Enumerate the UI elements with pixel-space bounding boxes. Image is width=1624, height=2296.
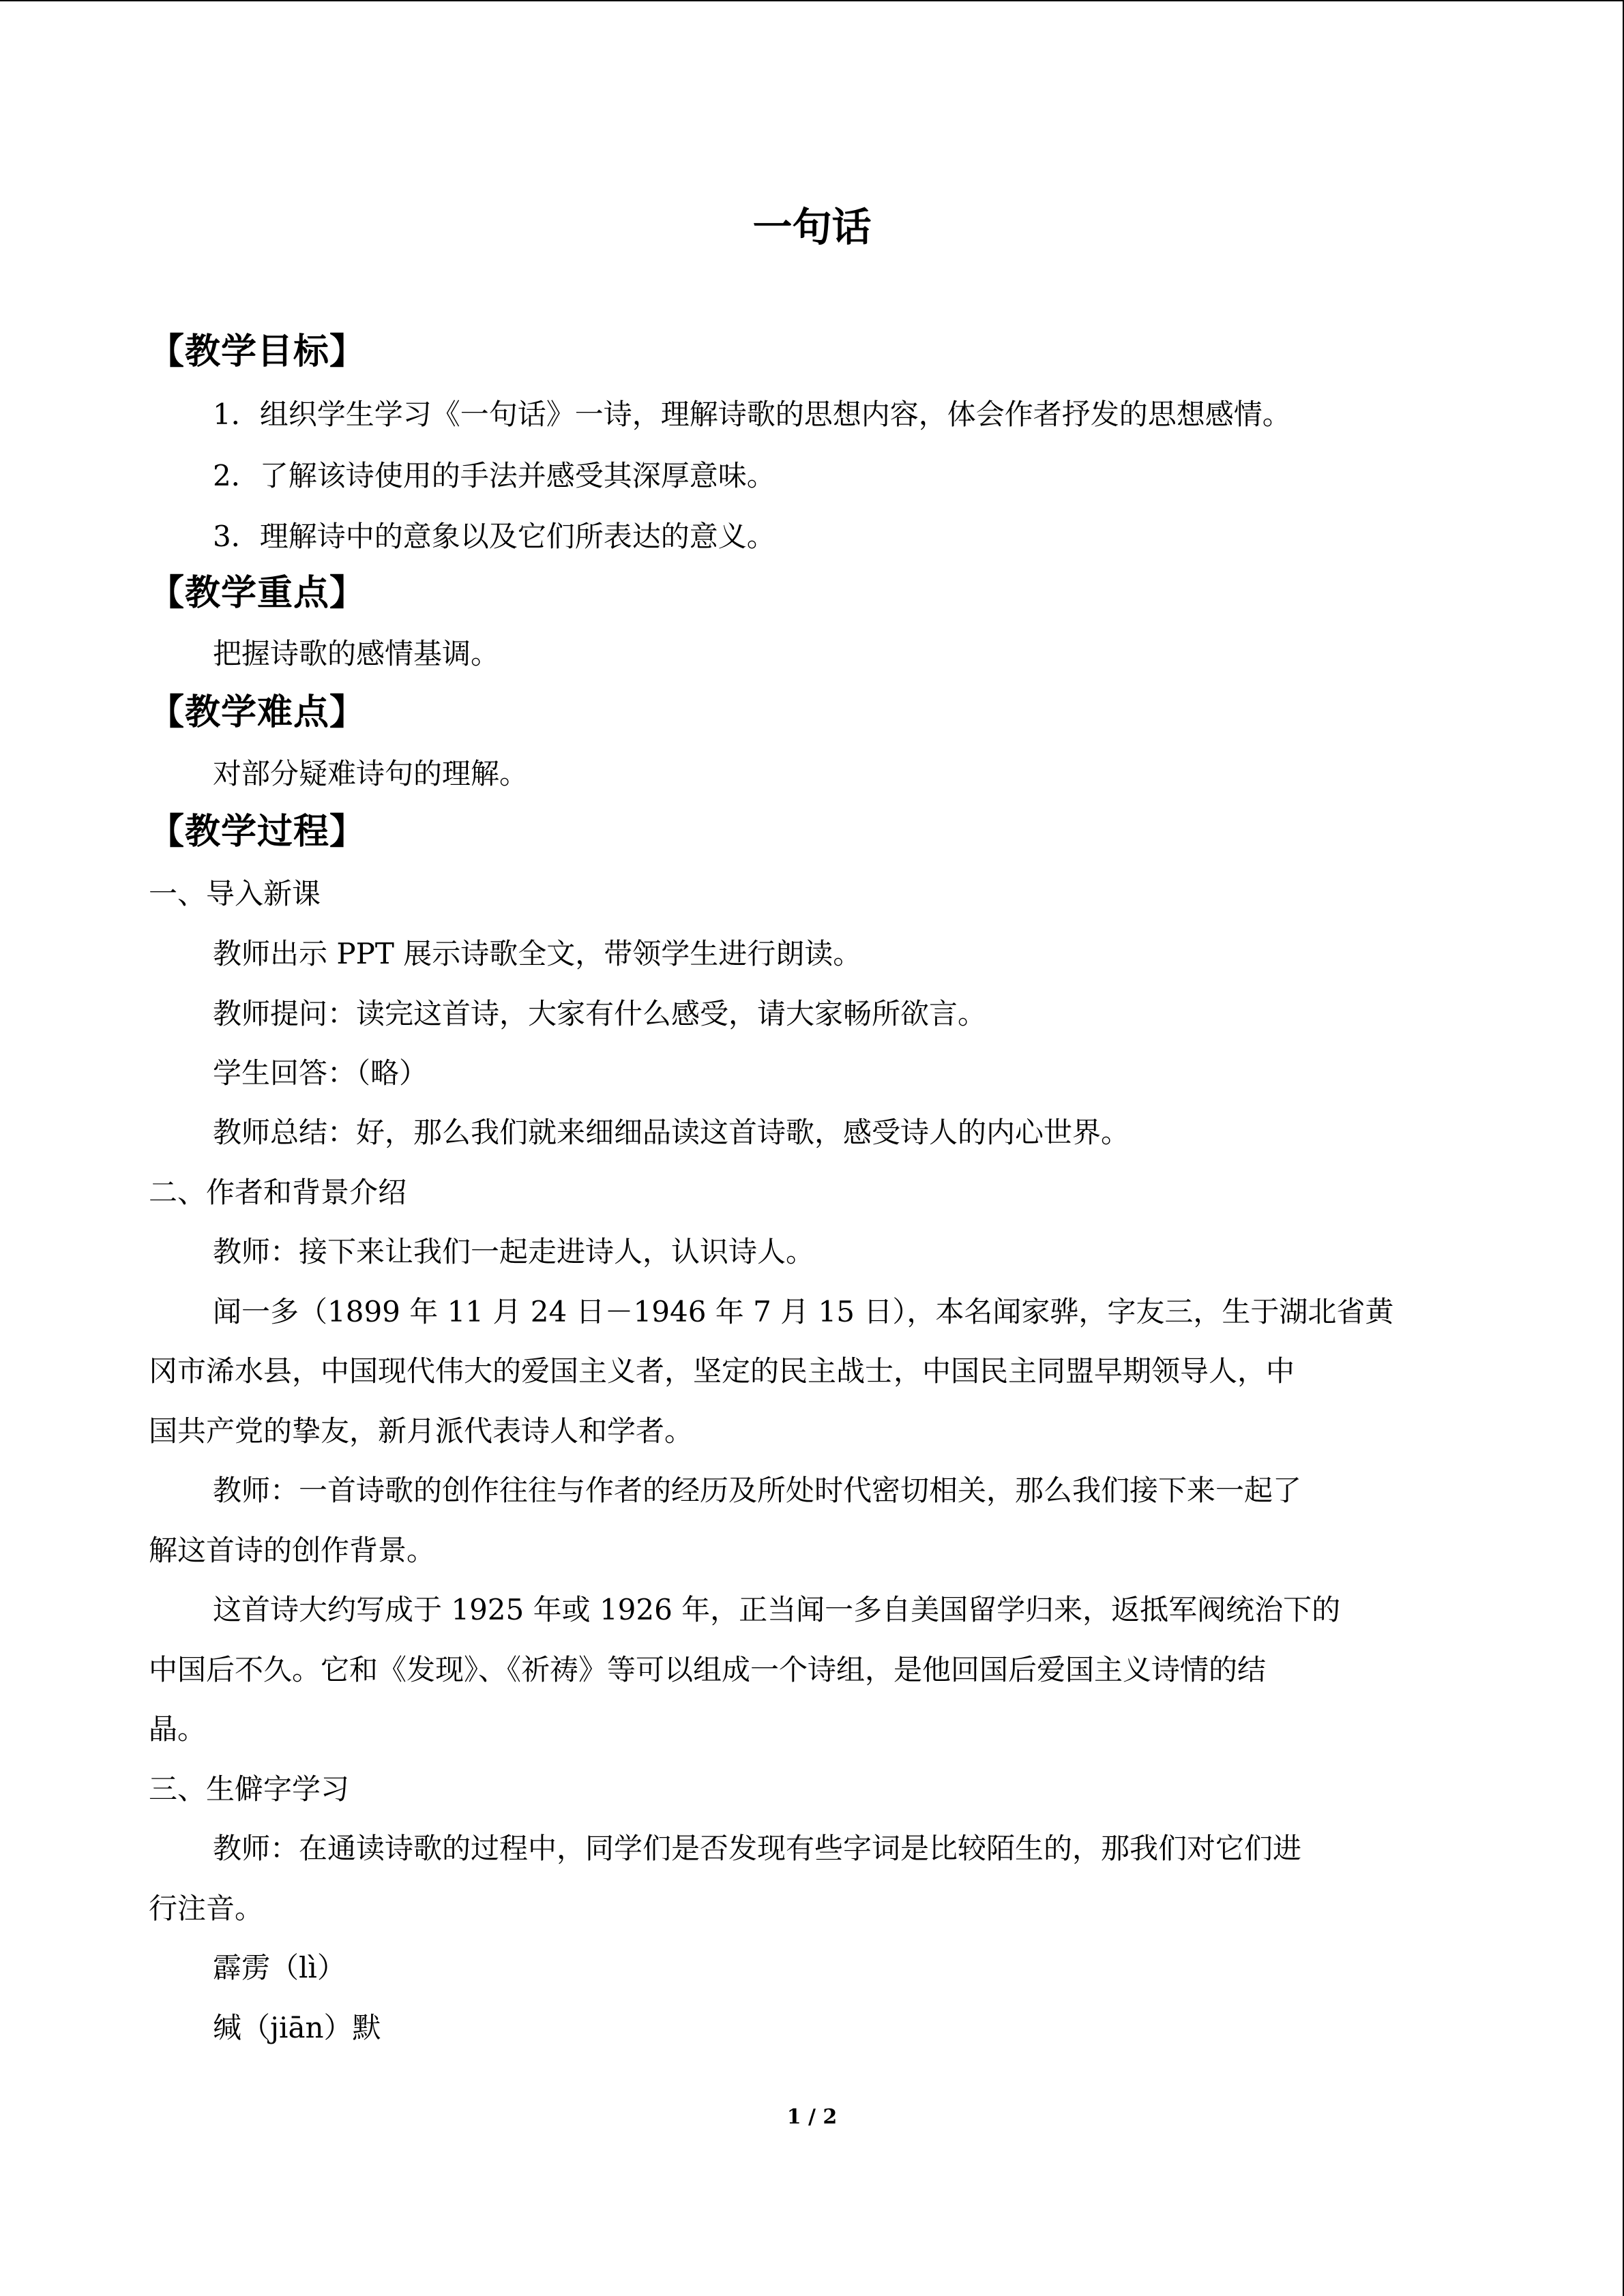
objectives-heading: 【教学目标】 bbox=[149, 331, 366, 372]
part1-line-2: 教师提问：读完这首诗，大家有什么感受，请大家畅所欲言。 bbox=[213, 997, 987, 1030]
part2-line-1: 教师：接下来让我们一起走进诗人，认识诗人。 bbox=[213, 1235, 815, 1268]
part2-line-5: 教师：一首诗歌的创作往往与作者的经历及所处时代密切相关，那么我们接下来一起了 bbox=[213, 1474, 1302, 1507]
objective-item-1: 1．组织学生学习《一句话》一诗，理解诗歌的思想内容，体会作者抒发的思想感情。 bbox=[213, 398, 1291, 431]
objective-item-2: 2．了解该诗使用的手法并感受其深厚意味。 bbox=[213, 459, 776, 492]
part2-line-2: 闻一多（1899 年 11 月 24 日－1946 年 7 月 15 日），本名闻家骅，字友三，生于湖北省黄 bbox=[213, 1295, 1394, 1328]
objective-item-3: 3．理解诗中的意象以及它们所表达的意义。 bbox=[213, 520, 776, 553]
difficulties-text: 对部分疑难诗句的理解。 bbox=[213, 757, 529, 790]
key-points-text: 把握诗歌的感情基调。 bbox=[213, 637, 500, 670]
difficulties-heading: 【教学难点】 bbox=[149, 691, 366, 733]
part1-title: 一、导入新课 bbox=[149, 877, 321, 910]
part3-title: 三、生僻字学习 bbox=[149, 1772, 350, 1806]
part2-line-9: 晶。 bbox=[149, 1712, 207, 1746]
part1-line-1: 教师出示 PPT 展示诗歌全文，带领学生进行朗读。 bbox=[213, 937, 862, 970]
part2-line-7: 这首诗大约写成于 1925 年或 1926 年，正当闻一多自美国留学归来，返抵军阀统治下的 bbox=[213, 1593, 1341, 1626]
part2-line-6: 解这首诗的创作背景。 bbox=[149, 1534, 436, 1567]
part2-line-8: 中国后不久。它和《发现》、《祈祷》等可以组成一个诗组，是他回国后爱国主义诗情的结 bbox=[149, 1653, 1267, 1686]
part3-line-2: 行注音。 bbox=[149, 1892, 264, 1925]
part3-line-1: 教师：在通读诗歌的过程中，同学们是否发现有些字词是比较陌生的，那我们对它们进 bbox=[213, 1832, 1302, 1865]
page-number: 1 / 2 bbox=[786, 2105, 838, 2129]
part2-line-4: 国共产党的挚友，新月派代表诗人和学者。 bbox=[149, 1414, 694, 1448]
part3-line-3: 霹雳（lì） bbox=[213, 1951, 346, 1984]
key-points-heading: 【教学重点】 bbox=[149, 572, 366, 614]
part2-line-3: 冈市浠水县，中国现代伟大的爱国主义者，坚定的民主战士，中国民主同盟早期领导人，中 bbox=[149, 1354, 1295, 1388]
process-heading: 【教学过程】 bbox=[149, 811, 366, 852]
part3-line-4: 缄（jiān）默 bbox=[213, 2011, 381, 2044]
part2-title: 二、作者和背景介绍 bbox=[149, 1176, 407, 1209]
part1-line-4: 教师总结：好，那么我们就来细细品读这首诗歌，感受诗人的内心世界。 bbox=[213, 1116, 1130, 1149]
part1-line-3: 学生回答：（略） bbox=[213, 1056, 428, 1090]
document-title: 一句话 bbox=[752, 204, 872, 250]
